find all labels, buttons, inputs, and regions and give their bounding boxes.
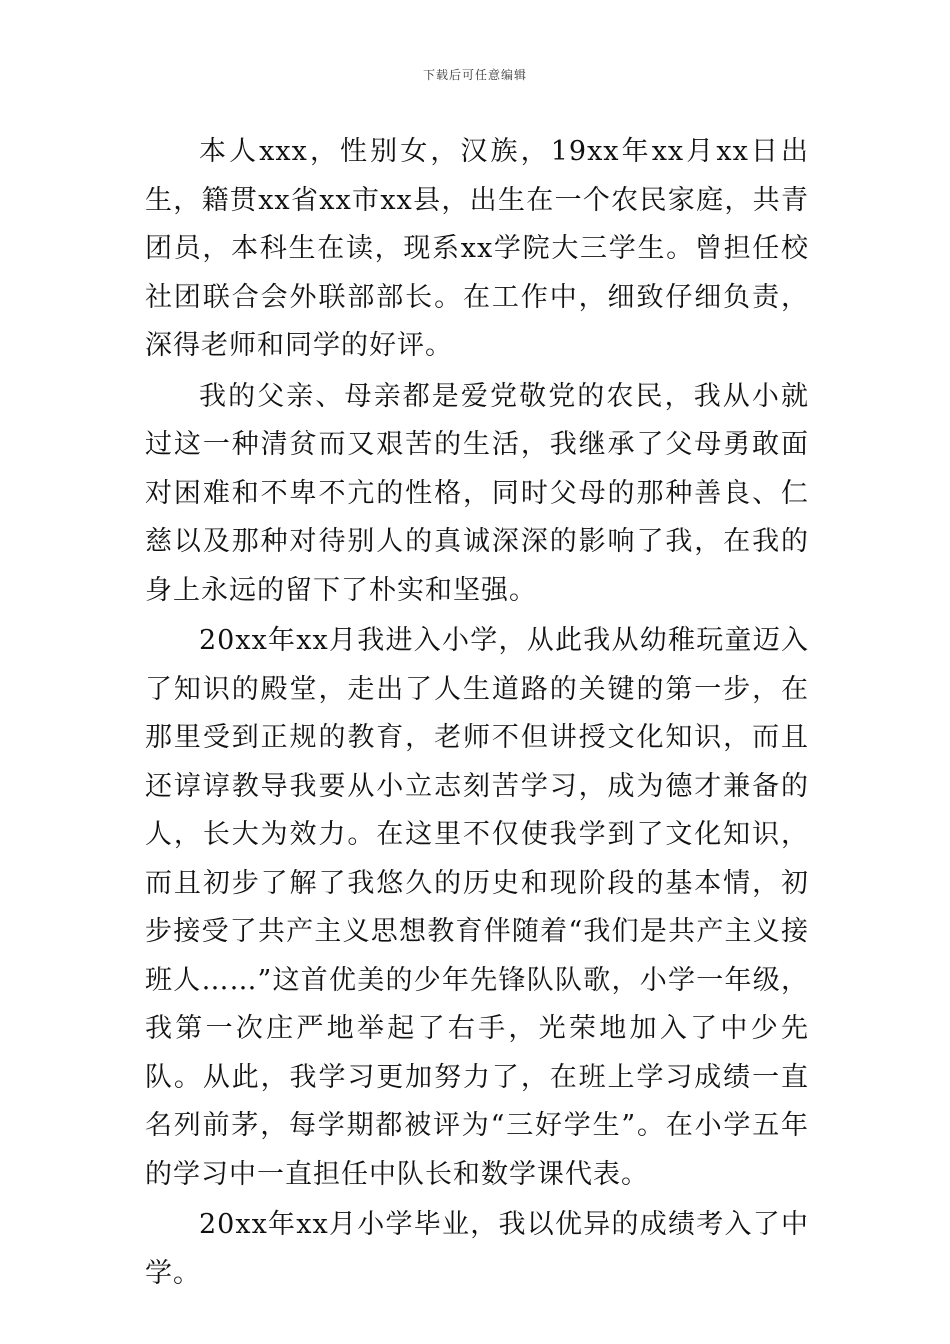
- paragraph-personal-info: 本人xxx，性别女，汉族，19xx年xx月xx日出生，籍贯xx省xx市xx县，出生在一个农民家庭，共青团员，本科生在读，现系xx学院大三学生。曾担任校社团联合会外联部部长。在工作中，细致仔细负责，深得老师和同学的好评。: [145, 136, 809, 361]
- paragraph-family-background: 我的父亲、母亲都是爱党敬党的农民，我从小就过这一种清贫而又艰苦的生活，我继承了父母勇敢面对困难和不卑不亢的性格，同时父母的那种善良、仁慈以及那种对待别人的真诚深深的影响了我，在我的身上永远的留下了朴实和坚强。: [145, 380, 809, 606]
- paragraph-primary-school: 20xx年xx月我进入小学，从此我从幼稚玩童迈入了知识的殿堂，走出了人生道路的关键的第一步，在那里受到正规的教育，老师不但讲授文化知识，而且还谆谆教导我要从小立志刻苦学习，成为德才兼备的人，长大为效力。在这里不仅使我学到了文化知识，而且初步了解了我悠久的历史和现阶段的基本情，初步接受了共产主义思想教育伴随着“我们是共产主义接班人……”这首优美的少年先锋队队歌，小学一年级，我第一次庄严地举起了右手，光荣地加入了中少先队。从此，我学习更加努力了，在班上学习成绩一直名列前茅，每学期都被评为“三好学生”。在小学五年的学习中一直担任中队长和数学课代表。: [145, 625, 809, 1190]
- paragraph-middle-school: 20xx年xx月小学毕业，我以优异的成绩考入了中学。: [145, 1209, 809, 1289]
- page-header-note: 下载后可任意编辑: [422, 68, 527, 82]
- document-body: [145, 128, 809, 1300]
